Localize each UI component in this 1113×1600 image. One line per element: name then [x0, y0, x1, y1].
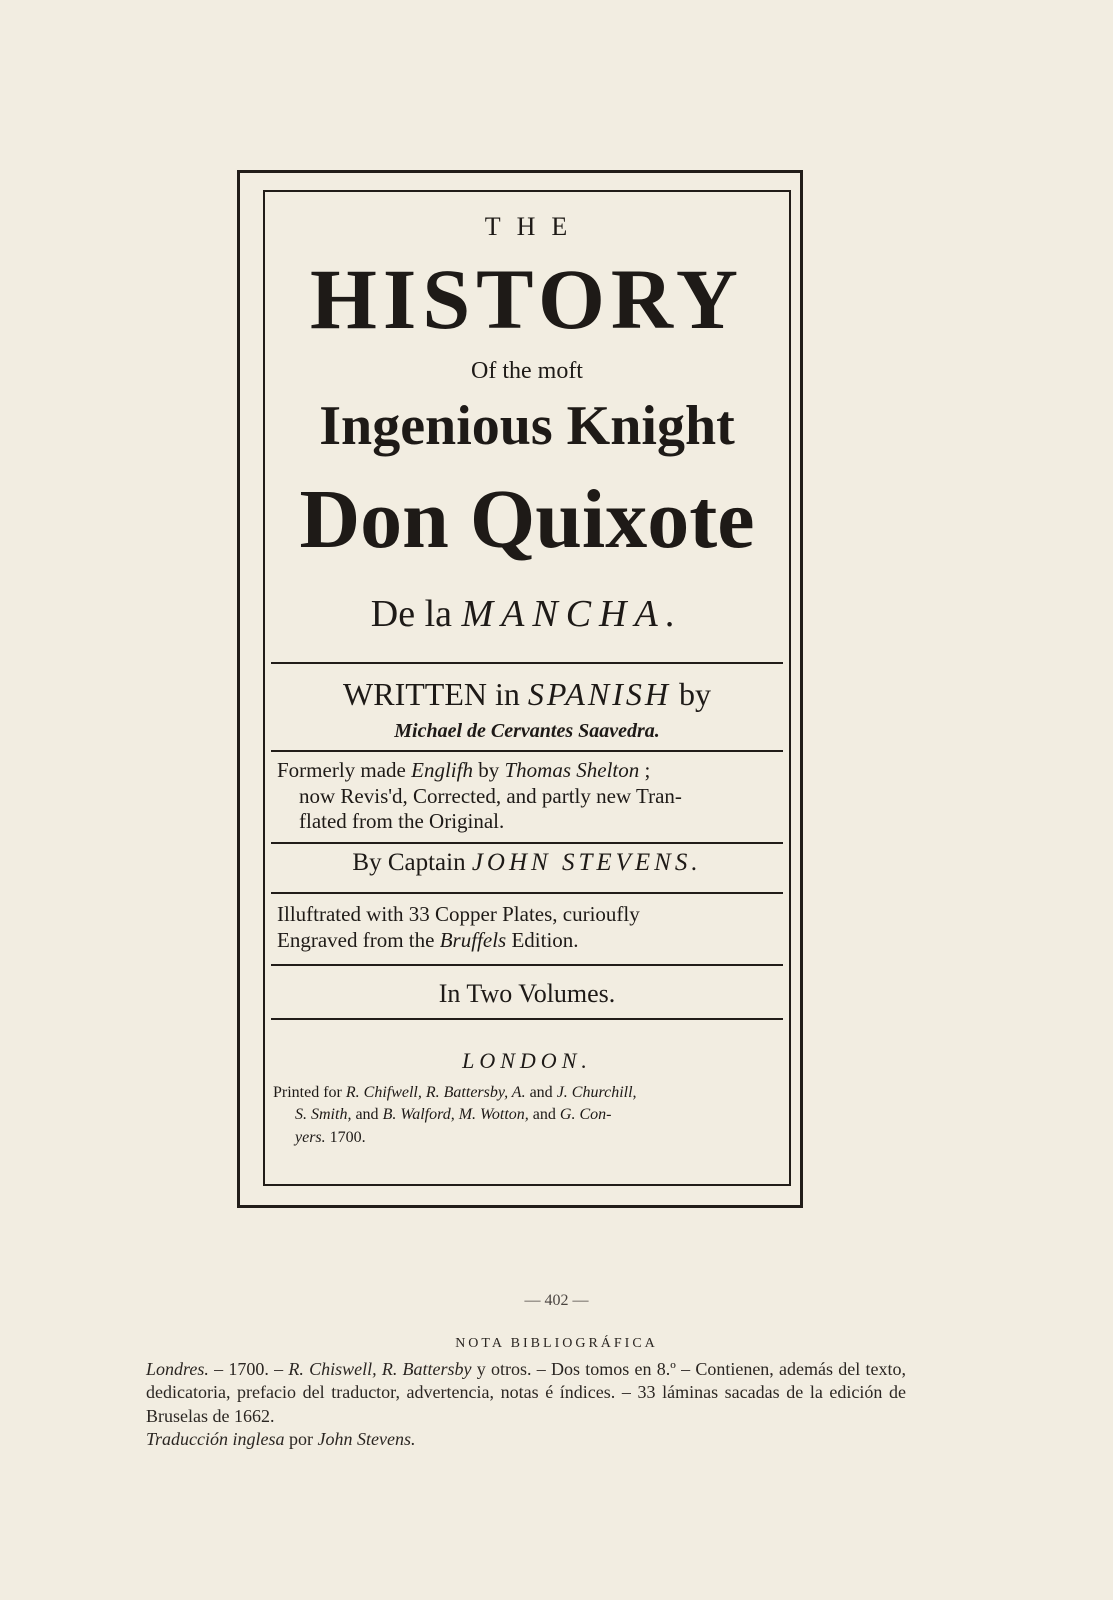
imprint-names-1: R. Chifwell, R. Battersby, A. — [345, 1084, 526, 1101]
note-translator: John Stevens. — [317, 1429, 416, 1450]
note-por: por — [284, 1429, 318, 1450]
rule-4 — [271, 892, 783, 894]
illustrated-engraved: Engraved from the — [277, 927, 435, 952]
illustrated-brussels: Bruffels — [439, 927, 507, 952]
formerly-by: by — [478, 758, 500, 782]
imprint-and-2: and — [355, 1106, 379, 1124]
captain-by: By Captain — [352, 849, 466, 876]
translation-line-3: flated from the Original. — [299, 809, 505, 834]
formerly-made: Formerly made — [277, 758, 406, 782]
title-de-la: De la — [370, 593, 452, 635]
written-line — [269, 676, 785, 713]
title-mancha: MANCHA. — [461, 593, 684, 635]
title-the: THE — [484, 212, 584, 241]
imprint-names-2: B. Walford, M. Wotton, — [382, 1106, 529, 1124]
written-by: by — [678, 676, 711, 712]
translation-statement — [277, 758, 777, 835]
imprint-line-1 — [273, 1082, 781, 1104]
rule-6 — [271, 1018, 783, 1020]
rule-2 — [271, 750, 783, 752]
imprint-year: 1700. — [329, 1128, 366, 1146]
imprint-printed-for — [273, 1082, 781, 1149]
author-name: Michael de Cervantes Saavedra. — [394, 720, 660, 742]
translation-line-2: now Revis'd, Corrected, and partly new Tran- — [299, 783, 682, 808]
rule-1 — [271, 662, 783, 664]
title-ingenious-knight: Ingenious Knight — [319, 395, 735, 457]
illustrated-edition: Edition. — [511, 927, 579, 952]
note-body — [146, 1358, 906, 1452]
illustrated-line-1: Illuftrated with 33 Copper Plates, curioufly — [277, 902, 640, 926]
captain-line — [265, 849, 789, 877]
formerly-semicolon: ; — [644, 758, 651, 782]
title-page-inner-border — [263, 190, 791, 1186]
formerly-shelton: Thomas Shelton — [504, 758, 640, 782]
rule-5 — [271, 964, 783, 966]
imprint-conyers-1: G. Con- — [559, 1106, 612, 1124]
note-description: y otros. – Dos tomos en 8.º – Contienen, además del texto, dedicatoria, prefacio del traductor, advertencia, notas é índices. – 33 láminas sacadas de la edición de Bruselas de 1662. — [146, 1359, 907, 1426]
page-number: — 402 — — [524, 1292, 589, 1309]
imprint-line-2 — [273, 1104, 781, 1126]
imprint-printed: Printed for — [273, 1084, 342, 1101]
formerly-english: Englifh — [411, 758, 473, 782]
imprint-and-3: and — [532, 1106, 556, 1124]
imprint-smith: S. Smith, — [295, 1106, 352, 1124]
written-in: in — [494, 676, 520, 712]
written-word: WRITTEN — [343, 676, 487, 712]
title-history: HISTORY — [309, 251, 745, 347]
imprint-london: LONDON. — [462, 1048, 592, 1073]
imprint-churchill: J. Churchill, — [556, 1084, 637, 1101]
imprint-and-1: and — [529, 1084, 553, 1101]
illustrated-line-2 — [277, 928, 777, 954]
volumes-line: In Two Volumes. — [438, 979, 616, 1008]
imprint-conyers-2: yers. — [295, 1128, 326, 1146]
rule-3 — [271, 842, 783, 844]
title-don-quixote: Don Quixote — [299, 473, 755, 566]
title-de-la-mancha — [265, 592, 789, 636]
translation-line-1 — [277, 758, 777, 784]
note-city: Londres. — [146, 1359, 209, 1379]
illustrated-statement — [277, 902, 777, 953]
title-of-the-most: Of the moft — [471, 358, 583, 384]
note-heading: NOTA BIBLIOGRÁFICA — [455, 1336, 658, 1351]
note-year: – 1700. – — [208, 1359, 289, 1379]
note-translation: Traducción inglesa — [146, 1429, 285, 1450]
captain-name: JOHN STEVENS. — [471, 849, 702, 876]
imprint-line-3 — [273, 1127, 781, 1149]
note-printers: R. Chiswell, R. Battersby — [288, 1359, 472, 1379]
written-spanish: SPANISH — [527, 676, 671, 712]
